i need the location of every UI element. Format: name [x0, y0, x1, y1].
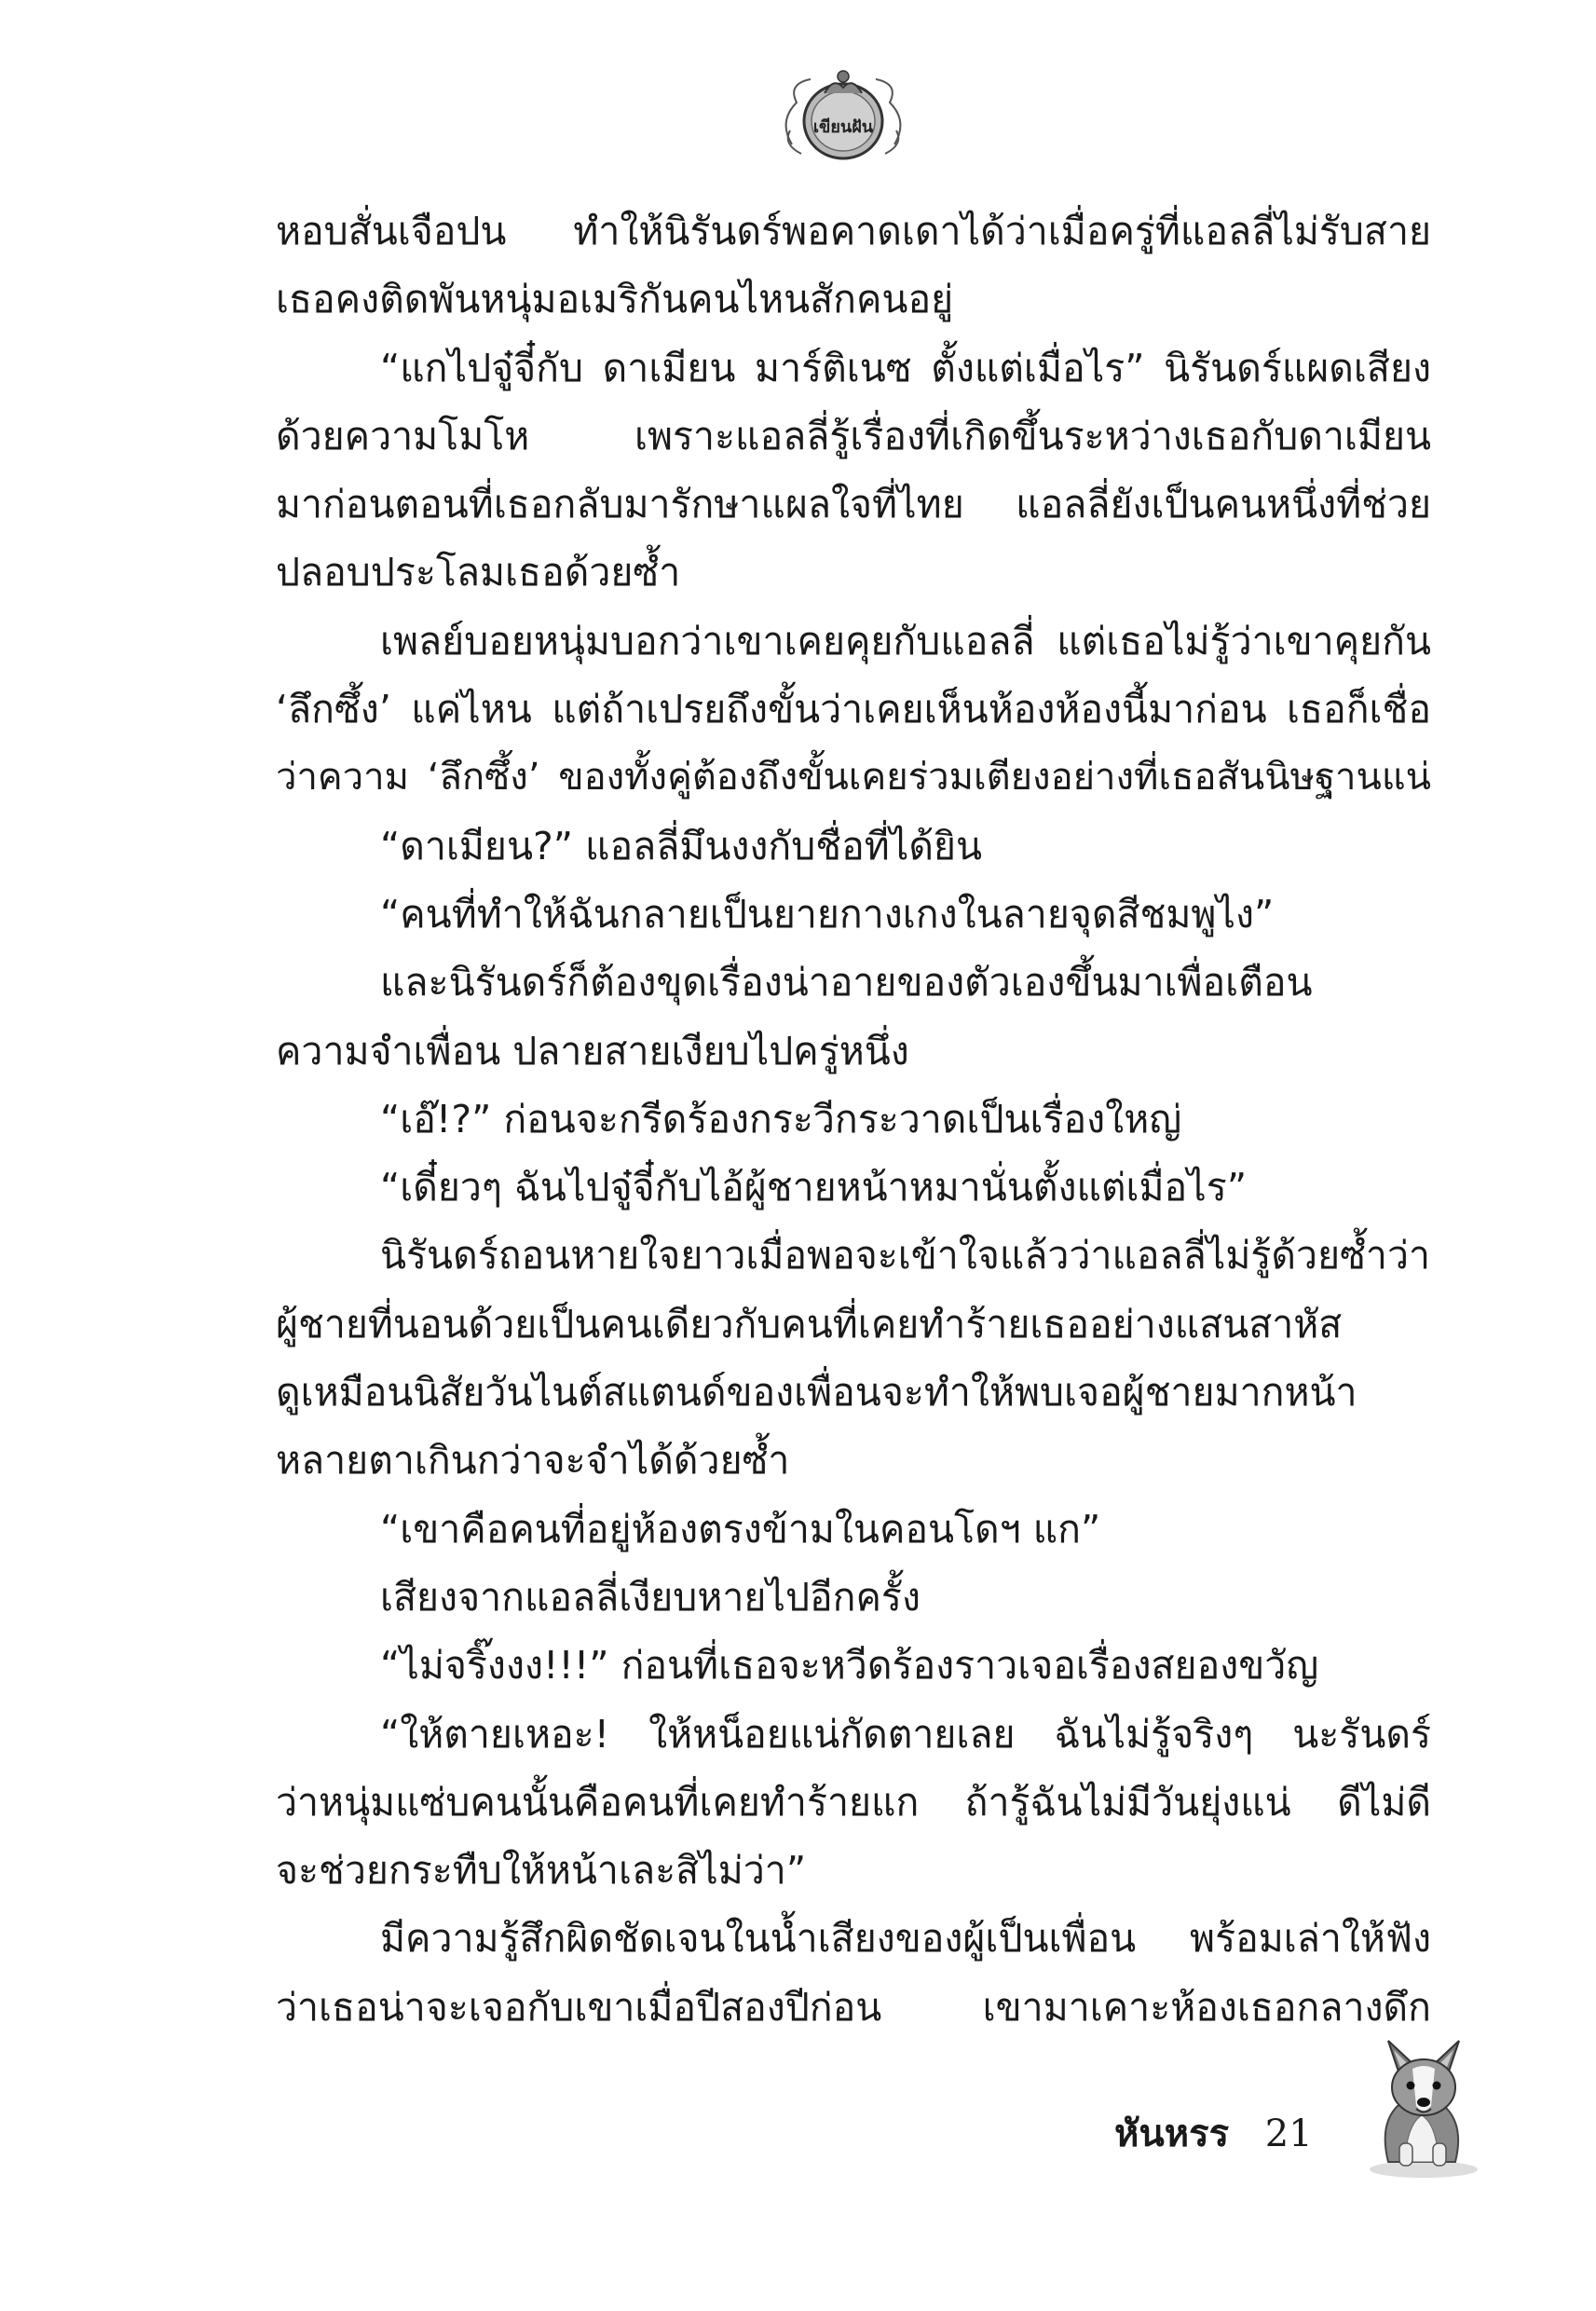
text-line: ดูเหมือนนิสัยวันไนต์สแตนด์ของเพื่อนจะทำให้พบเจอผู้ชายมากหน้า [276, 1370, 1357, 1415]
text-line: ด้วยความโมโห เพราะแอลลี่รู้เรื่องที่เกิดขึ้นระหว่างเธอกับดาเมียน [276, 413, 1431, 458]
ornamental-crest-icon [773, 56, 913, 177]
text-line: ผู้ชายที่นอนด้วยเป็นคนเดียวกับคนที่เคยทำร้ายเธออย่างแสนสาหัส [276, 1301, 1343, 1347]
text-line: “คนที่ทำให้ฉันกลายเป็นยายกางเกงในลายจุดสีชมพูไง” [380, 891, 1275, 937]
text-line: มาก่อนตอนที่เธอกลับมารักษาแผลใจที่ไทย แอลลี่ยังเป็นคนหนึ่งที่ช่วย [276, 482, 1431, 527]
text-line: “เอ๊!?” ก่อนจะกรีดร้องกระวีกระวาดเป็นเรื่องใหญ่ [380, 1096, 1182, 1142]
text-line: มีความรู้สึกผิดชัดเจนในน้ำเสียงของผู้เป็นเพื่อน พร้อมเล่าให้ฟัง [380, 1916, 1431, 1962]
text-line: ว่าหนุ่มแซ่บคนนั้นคือคนที่เคยทำร้ายแก ถ้ารู้ฉันไม่มีวันยุ่งแน่ ดีไม่ดี [276, 1779, 1431, 1825]
text-line: หลายตาเกินกว่าจะจำได้ด้วยซ้ำ [276, 1438, 790, 1484]
text-line: “เขาคือคนที่อยู่ห้องตรงข้ามในคอนโดฯ แก” [380, 1506, 1101, 1552]
text-line: ปลอบประโลมเธอด้วยซ้ำ [276, 550, 681, 595]
body-text [276, 198, 1431, 2042]
book-title: หันหรร [1114, 2113, 1230, 2155]
text-line: ว่าความ ‘ลึกซึ้ง’ ของทั้งคู่ต้องถึงขั้นเคยร่วมเตียงอย่างที่เธอสันนิษฐานแน่ [276, 756, 1431, 800]
text-line: เพลย์บอยหนุ่มบอกว่าเขาเคยคุยกับแอลลี่ แต่เธอไม่รู้ว่าเขาคุยกัน [380, 618, 1431, 663]
text-line: “ดาเมียน?” แอลลี่มึนงงกับชื่อที่ได้ยิน [380, 823, 983, 868]
page-number: 21 [1264, 2113, 1313, 2155]
text-line: “ไม่จริ๊งงง!!!” ก่อนที่เธอจะหวีดร้องราวเจอเรื่องสยองขวัญ [380, 1643, 1319, 1689]
text-line: เสียงจากแอลลี่เงียบหายไปอีกครั้ง [380, 1574, 921, 1620]
text-line: และนิรันดร์ก็ต้องขุดเรื่องน่าอายของตัวเองขึ้นมาเพื่อเตือน [380, 960, 1313, 1005]
text-line: ว่าเธอน่าจะเจอกับเขาเมื่อปีสองปีก่อน เขามาเคาะห้องเธอกลางดึก [276, 1984, 1431, 2030]
page-footer [1114, 2106, 1313, 2162]
text-line: “แกไปจู๋จี๋กับ ดาเมียน มาร์ติเนซ ตั้งแต่เมื่อไร” นิรันดร์แผดเสียง [380, 345, 1431, 390]
text-line: นิรันดร์ถอนหายใจยาวเมื่อพอจะเข้าใจแล้วว่าแอลลี่ไม่รู้ด้วยซ้ำว่า [380, 1233, 1430, 1279]
emblem-text: เขียนฝัน [812, 117, 874, 137]
text-line: เธอคงติดพันหนุ่มอเมริกันคนไหนสักคนอยู่ [276, 277, 954, 322]
text-line: “เดี๋ยวๆ ฉันไปจู๋จี๋กับไอ้ผู้ชายหน้าหมานั่นตั้งแต่เมื่อไร” [380, 1165, 1248, 1210]
corgi-icon [1351, 2013, 1491, 2181]
text-line: ‘ลึกซึ้ง’ แค่ไหน แต่ถ้าเปรยถึงขั้นว่าเคยเห็นห้องห้องนี้มาก่อน เธอก็เชื่อ [276, 687, 1431, 732]
text-line: หอบสั่นเจือปน ทำให้นิรันดร์พอคาดเดาได้ว่าเมื่อครู่ที่แอลลี่ไม่รับสาย [276, 209, 1431, 253]
text-line: ความจำเพื่อน ปลายสายเงียบไปครู่หนึ่ง [276, 1028, 909, 1073]
text-line: “ให้ตายเหอะ! ให้หน็อยแน่กัดตายเลย ฉันไม่รู้จริงๆ นะรันดร์ [380, 1711, 1431, 1757]
text-line: จะช่วยกระทืบให้หน้าเละสิไม่ว่า” [276, 1848, 807, 1894]
